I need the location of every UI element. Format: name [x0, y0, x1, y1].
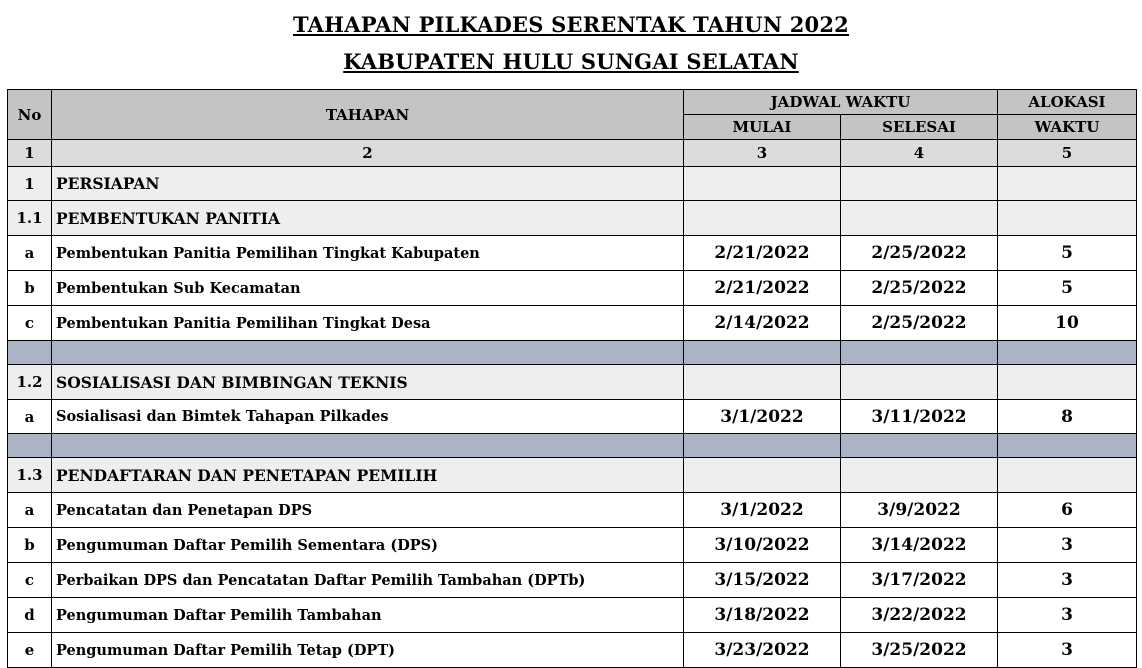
empty-cell	[998, 201, 1137, 236]
table-row	[8, 236, 1137, 271]
section-number: 1.1	[8, 201, 52, 236]
end-date: 3/11/2022	[841, 400, 998, 434]
separator-cell	[8, 434, 52, 458]
separator-row	[8, 434, 1137, 458]
start-date: 3/1/2022	[684, 493, 841, 528]
document-subtitle: KABUPATEN HULU SUNGAI SELATAN	[343, 49, 799, 74]
start-date: 3/23/2022	[684, 633, 841, 668]
item-letter: a	[8, 400, 52, 434]
empty-cell	[684, 201, 841, 236]
section-number: 1.3	[8, 458, 52, 493]
item-label: Pencatatan dan Penetapan DPS	[52, 493, 684, 528]
item-letter: b	[8, 271, 52, 306]
item-label: Perbaikan DPS dan Pencatatan Daftar Pemilih Tambahan (DPTb)	[52, 563, 684, 598]
section-row	[8, 201, 1137, 236]
section-label: PENDAFTARAN DAN PENETAPAN PEMILIH	[52, 458, 684, 493]
empty-cell	[998, 365, 1137, 400]
item-label: Pengumuman Daftar Pemilih Sementara (DPS)	[52, 528, 684, 563]
start-date: 3/15/2022	[684, 563, 841, 598]
table-row	[8, 598, 1137, 633]
separator-cell	[684, 341, 841, 365]
separator-cell	[998, 341, 1137, 365]
section-number: 1.2	[8, 365, 52, 400]
empty-cell	[684, 365, 841, 400]
separator-cell	[684, 434, 841, 458]
empty-cell	[684, 458, 841, 493]
item-label: Pengumuman Daftar Pemilih Tetap (DPT)	[52, 633, 684, 668]
end-date: 3/22/2022	[841, 598, 998, 633]
end-date: 2/25/2022	[841, 306, 998, 341]
start-date: 2/21/2022	[684, 236, 841, 271]
allocation-days: 6	[998, 493, 1137, 528]
column-number: 2	[52, 140, 684, 167]
item-letter: e	[8, 633, 52, 668]
empty-cell	[841, 201, 998, 236]
item-label: Pembentukan Panitia Pemilihan Tingkat Kabupaten	[52, 236, 684, 271]
start-date: 3/1/2022	[684, 400, 841, 434]
section-number: 1	[8, 167, 52, 201]
column-number: 5	[998, 140, 1137, 167]
table-row	[8, 271, 1137, 306]
section-label: SOSIALISASI DAN BIMBINGAN TEKNIS	[52, 365, 684, 400]
section-label: PERSIAPAN	[52, 167, 684, 201]
end-date: 3/25/2022	[841, 633, 998, 668]
end-date: 2/25/2022	[841, 271, 998, 306]
header-waktu: WAKTU	[998, 115, 1137, 140]
allocation-days: 8	[998, 400, 1137, 434]
column-number: 4	[841, 140, 998, 167]
section-label: PEMBENTUKAN PANITIA	[52, 201, 684, 236]
header-tahapan: TAHAPAN	[52, 90, 684, 140]
schedule-table	[7, 89, 1137, 668]
item-letter: a	[8, 493, 52, 528]
item-letter: b	[8, 528, 52, 563]
separator-cell	[841, 341, 998, 365]
item-label: Pembentukan Sub Kecamatan	[52, 271, 684, 306]
table-row	[8, 400, 1137, 434]
allocation-days: 3	[998, 598, 1137, 633]
allocation-days: 3	[998, 528, 1137, 563]
header-no: No	[8, 90, 52, 140]
separator-cell	[52, 434, 684, 458]
document-title: TAHAPAN PILKADES SERENTAK TAHUN 2022	[293, 12, 849, 37]
allocation-days: 3	[998, 633, 1137, 668]
empty-cell	[841, 365, 998, 400]
start-date: 2/21/2022	[684, 271, 841, 306]
allocation-days: 3	[998, 563, 1137, 598]
header-jadwal-waktu: JADWAL WAKTU	[684, 90, 998, 115]
table-row	[8, 528, 1137, 563]
section-row	[8, 365, 1137, 400]
start-date: 2/14/2022	[684, 306, 841, 341]
schedule-body	[8, 167, 1137, 668]
end-date: 2/25/2022	[841, 236, 998, 271]
item-label: Pengumuman Daftar Pemilih Tambahan	[52, 598, 684, 633]
item-letter: d	[8, 598, 52, 633]
start-date: 3/10/2022	[684, 528, 841, 563]
separator-row	[8, 341, 1137, 365]
empty-cell	[998, 167, 1137, 201]
empty-cell	[841, 458, 998, 493]
separator-cell	[8, 341, 52, 365]
table-row	[8, 493, 1137, 528]
table-row	[8, 563, 1137, 598]
item-letter: a	[8, 236, 52, 271]
end-date: 3/17/2022	[841, 563, 998, 598]
empty-cell	[684, 167, 841, 201]
empty-cell	[998, 458, 1137, 493]
allocation-days: 5	[998, 271, 1137, 306]
separator-cell	[998, 434, 1137, 458]
empty-cell	[841, 167, 998, 201]
section-row	[8, 458, 1137, 493]
item-label: Sosialisasi dan Bimtek Tahapan Pilkades	[52, 400, 684, 434]
end-date: 3/9/2022	[841, 493, 998, 528]
item-letter: c	[8, 306, 52, 341]
start-date: 3/18/2022	[684, 598, 841, 633]
item-label: Pembentukan Panitia Pemilihan Tingkat Desa	[52, 306, 684, 341]
separator-cell	[841, 434, 998, 458]
table-row	[8, 306, 1137, 341]
separator-cell	[52, 341, 684, 365]
allocation-days: 5	[998, 236, 1137, 271]
header-mulai: MULAI	[684, 115, 841, 140]
item-letter: c	[8, 563, 52, 598]
column-number: 1	[8, 140, 52, 167]
section-row	[8, 167, 1137, 201]
allocation-days: 10	[998, 306, 1137, 341]
table-row	[8, 633, 1137, 668]
end-date: 3/14/2022	[841, 528, 998, 563]
header-alokasi: ALOKASI	[998, 90, 1137, 115]
header-selesai: SELESAI	[841, 115, 998, 140]
column-number: 3	[684, 140, 841, 167]
